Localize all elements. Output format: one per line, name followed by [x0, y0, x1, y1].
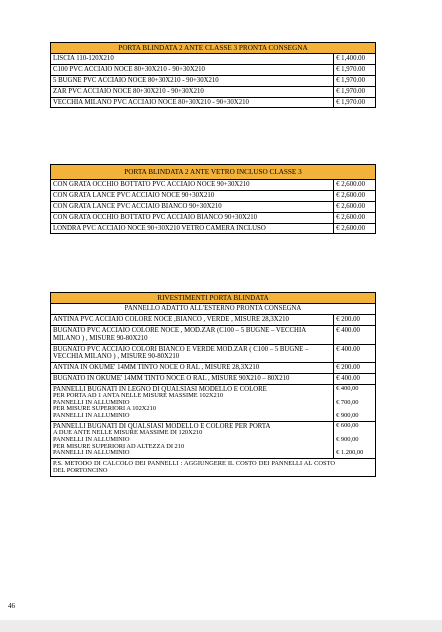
row-desc: LISCIA 110-120X210 — [51, 54, 334, 65]
table-row — [51, 54, 376, 65]
group-line: PER PORTA AD 1 ANTA NELLE MISURE MASSIME 102X210 — [53, 391, 224, 399]
row-desc: BUGNATO PVC ACCIAIO COLORI BIANCO E VERDE MOD.ZAR ( C100 – 5 BUGNE – VECCHIA MILANO ) , MISURE 90-80X210 — [51, 344, 334, 363]
table-row — [51, 191, 376, 202]
page-number: 46 — [8, 602, 15, 610]
table-row — [51, 315, 376, 326]
row-price: € 2,600.00 — [334, 212, 376, 223]
group-price: € 1.200,00 — [336, 449, 364, 457]
group-price: € 400,00 — [336, 384, 359, 392]
row-price: € 2,600.00 — [334, 201, 376, 212]
group-line: PANNELLI IN ALLUMINIO — [53, 412, 130, 420]
table-porta-blindata-vetro — [50, 164, 376, 234]
group-desc — [51, 421, 334, 458]
group-price: € 700,00 — [336, 398, 359, 406]
row-price: € 2,600.00 — [334, 223, 376, 234]
row-desc: 5 BUGNE PVC ACCIAIO NOCE 80+30X210 - 90+30X210 — [51, 75, 334, 86]
row-desc: VECCHIA MILANO PVC ACCIAIO NOCE 80+30X210 - 90+30X210 — [51, 97, 334, 108]
group-line: PER MISURE SUPERIORI AD ALTEZZA DI 210 — [53, 442, 185, 450]
table-header: PORTA BLINDATA 2 ANTE CLASSE 3 PRONTA CONSEGNA — [51, 43, 376, 54]
table-row-group — [51, 421, 376, 458]
table-row — [51, 180, 376, 191]
table-row — [51, 325, 376, 344]
group-line: PANNELLI IN ALLUMINIO — [53, 435, 130, 443]
table-row — [51, 373, 376, 384]
table-row — [51, 212, 376, 223]
row-desc: BUGNATO IN OKUME' 14MM TINTO NOCE O RAL , MISURE 90X210 – 80X210 — [51, 373, 334, 384]
row-desc: CON GRATA OCCHIO BOTTATO PVC ACCIAIO BIANCO 90+30X210 — [51, 212, 334, 223]
row-price: € 1,970.00 — [334, 97, 376, 108]
row-price: € 400.00 — [334, 344, 376, 363]
group-price: € 900,00 — [336, 412, 359, 420]
row-price: € 1,970.00 — [334, 65, 376, 76]
row-price: € 400.00 — [334, 325, 376, 344]
group-title: PANNELLI BUGNATI DI QUALSIASI MODELLO E COLORE PER PORTA — [53, 422, 271, 430]
row-desc: ANTINA IN OKUME' 14MM TINTO NOCE O RAL , MISURE 28,3X210 — [51, 363, 334, 374]
table-row — [51, 223, 376, 234]
table-header: RIVESTIMENTI PORTA BLINDATA — [51, 293, 376, 304]
group-price: € 600,00 — [336, 421, 359, 429]
table-row — [51, 65, 376, 76]
group-line: PER MISURE SUPERIORI A 102X210 — [53, 405, 156, 413]
row-price: € 2,600.00 — [334, 180, 376, 191]
group-line: PANNELLI IN ALLUMINIO — [53, 398, 130, 406]
row-price: € 1,970.00 — [334, 86, 376, 97]
group-prices — [334, 384, 376, 421]
row-price: € 200.00 — [334, 315, 376, 326]
row-desc: ANTINA PVC ACCIAIO COLORE NOCE ,BIANCO , VERDE , MISURE 28,3X210 — [51, 315, 334, 326]
group-line: PANNELLI IN ALLUMINIO — [53, 449, 130, 457]
table-row — [51, 344, 376, 363]
note: P.S. METODO DI CALCOLO DEI PANNELLI : AGGIUNGERE IL COSTO DEI PANNELLI AL COSTO DEL PORTONCINO — [51, 459, 376, 477]
table-rivestimenti — [50, 292, 376, 477]
row-desc: CON GRATA LANCE PVC ACCIAIO NOCE 90+30X210 — [51, 191, 334, 202]
row-desc: ZAR PVC ACCIAIO NOCE 80+30X210 - 90+30X210 — [51, 86, 334, 97]
row-desc: LONDRA PVC ACCIAIO NOCE 90+30X210 VETRO CAMERA INCLUSO — [51, 223, 334, 234]
row-desc: BUGNATO PVC ACCIAIO COLORE NOCE , MOD.ZAR (C100 – 5 BUGNE – VECCHIA MILANO ) , MISURE 90-80X210 — [51, 325, 334, 344]
table-subheader: PANNELLO ADATTO ALL'ESTERNO PRONTA CONSEGNA — [51, 304, 376, 315]
table-row — [51, 97, 376, 108]
row-price: € 400.00 — [334, 373, 376, 384]
table-row — [51, 201, 376, 212]
row-price: € 1,970.00 — [334, 75, 376, 86]
row-price: € 1,400.00 — [334, 54, 376, 65]
table-row — [51, 363, 376, 374]
row-price: € 2,600.00 — [334, 191, 376, 202]
group-prices — [334, 421, 376, 458]
table-row — [51, 75, 376, 86]
row-desc: C100 PVC ACCIAIO NOCE 80+30X210 - 90+30X210 — [51, 65, 334, 76]
table-porta-blindata-2-ante — [50, 42, 376, 108]
group-title: PANNELLI BUGNATI IN LEGNO DI QUALSIASI MODELLO E COLORE — [53, 385, 267, 393]
group-line: A DUE ANTE NELLE MISURE MASSIME DI 120X210 — [53, 429, 203, 437]
row-price: € 200.00 — [334, 363, 376, 374]
group-desc — [51, 384, 334, 421]
table-row-group — [51, 384, 376, 421]
page-edge — [0, 620, 442, 632]
table-header: PORTA BLINDATA 2 ANTE VETRO INCLUSO CLASSE 3 — [51, 165, 376, 180]
table-row — [51, 86, 376, 97]
group-price: € 900,00 — [336, 435, 359, 443]
row-desc: CON GRATA LANCE PVC ACCIAIO BIANCO 90+30X210 — [51, 201, 334, 212]
row-desc: CON GRATA OCCHIO BOTTATO PVC ACCIAIO NOCE 90+30X210 — [51, 180, 334, 191]
